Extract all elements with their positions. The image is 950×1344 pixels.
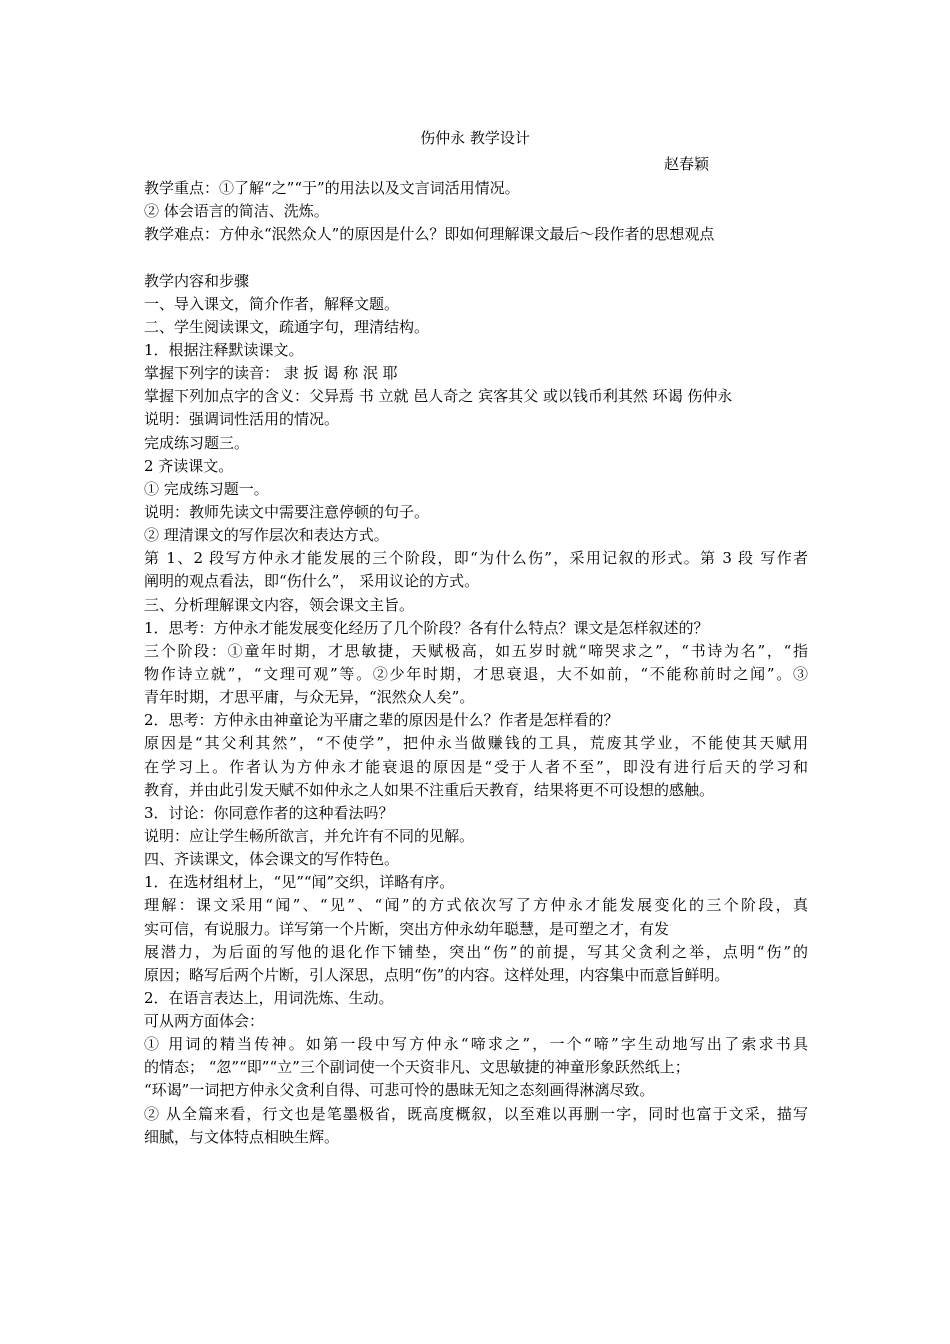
paragraph-line: 教学难点：方仲永“泯然众人”的原因是什么？即如何理解课文最后～段作者的思想观点 [144,225,715,244]
paragraph-line: ② 理清课文的写作层次和表达方式。 [144,526,389,545]
paragraph-line: 1．思考：方仲永才能发展变化经历了几个阶段？各有什么特点？课文是怎样叙述的？ [144,618,709,637]
paragraph-line: 原因是“其父利其然”，“不使学”，把仲永当做赚钱的工具，荒废其学业，不能使其天赋用 [144,734,808,753]
paragraph-line: 实可信，有说服力。详写第一个片断，突出方仲永幼年聪慧，是可塑之才，有发 [144,919,670,938]
paragraph-line: 1．根据注释默读课文。 [144,340,304,359]
paragraph-line: 教学重点：①了解“之”“于”的用法以及文言词活用情况。 [144,179,520,197]
section-heading: 教学内容和步骤 [144,271,250,290]
paragraph-line: 展潜力，为后面的写他的退化作下铺垫，突出“伤”的前提，写其父贪利之举，点明“伤”的 [144,942,808,961]
paragraph-line: 四、齐读课文，体会课文的写作特色。 [144,850,400,869]
paragraph-line: 一、导入课文，简介作者，解释文题。 [144,294,400,313]
paragraph-line: 三、分析理解课文内容，领会课文主旨。 [144,595,415,614]
paragraph-line: 3．讨论：你同意作者的这种看法吗？ [144,803,394,822]
paragraph-line: 完成练习题三。 [144,433,250,452]
paragraph-line: 掌握下列加点字的含义：父异焉 书 立就 邑人奇之 宾客其父 或以钱币利其然 环谒 伤仲永 [144,387,733,406]
blank-line [144,246,808,269]
paragraph-line: 掌握下列字的读音： 隶 扳 谒 称 泯 耶 [144,364,398,383]
paragraph-line: 的情态； “忽”“即”“立”三个副词使一个天资非凡、文思敏捷的神童形象跃然纸上； [144,1058,690,1077]
document-title: 伤仲永 教学设计 [420,129,530,147]
paragraph-line: 细腻，与文体特点相映生辉。 [144,1127,340,1146]
paragraph-line: ① 完成练习题一。 [144,479,269,498]
paragraph-line: 2 齐读课文。 [144,456,234,475]
paragraph-line: 在学习上。作者认为方仲永才能衰退的原因是“受于人者不至”，即没有进行后天的学习和 [144,757,808,776]
paragraph-line: ② 体会语言的简洁、洗炼。 [144,202,329,221]
paragraph-line: 1．在选材组材上，“见”“闻”交织，详略有序。 [144,873,455,892]
document-author: 赵春颖 [664,155,710,173]
document-body [144,177,808,1149]
paragraph-line: ② 从全篇来看，行文也是笔墨极省，既高度概叙，以至难以再删一字，同时也富于文采，描写 [144,1104,808,1123]
paragraph-line: 2．在语言表达上，用词洗炼、生动。 [144,988,394,1007]
paragraph-line: 教育，并由此引发天赋不如仲永之人如果不注重后天教育，结果将更不可设想的感触。 [144,780,715,799]
paragraph-line: 说明：强调词性活用的情况。 [144,410,340,429]
paragraph-line: 物作诗立就”，“文理可观”等。②少年时期，才思衰退，大不如前，“不能称前时之闻”。③ [144,664,808,683]
paragraph-line: “环谒”一词把方仲永父贪利自得、可悲可怜的愚昧无知之态刻画得淋漓尽致。 [144,1081,655,1100]
paragraph-line: 可从两方面体会： [144,1012,265,1031]
paragraph-line: 阐明的观点看法，即“伤什么”， 采用议论的方式。 [144,572,480,591]
paragraph-line: 原因；略写后两个片断，引人深思，点明“伤”的内容。这样处理，内容集中而意旨鲜明。 [144,965,730,984]
paragraph-line: 理解：课文采用“闻”、“见”、“闻”的方式依次写了方仲永才能发展变化的三个阶段，真 [144,896,808,915]
paragraph-line: 2．思考：方仲永由神童论为平庸之辈的原因是什么？作者是怎样看的？ [144,711,619,730]
paragraph-line: ① 用词的精当传神。如第一段中写方仲永“啼求之”，一个“啼”字生动地写出了索求书具 [144,1035,808,1054]
paragraph-line: 说明：应让学生畅所欲言，并允许有不同的见解。 [144,826,475,845]
paragraph-line: 青年时期，才思平庸，与众无异，“泯然众人矣”。 [144,688,475,707]
paragraph-line: 三个阶段：①童年时期，才思敏捷，天赋极高，如五岁时就“啼哭求之”，“书诗为名”，“指 [144,641,808,660]
paragraph-line: 二、学生阅读课文，疏通字句，理清结构。 [144,317,430,336]
paragraph-line: 说明：教师先读文中需要注意停顿的句子。 [144,502,430,521]
paragraph-line: 第 1、2 段写方仲永才能发展的三个阶段，即“为什么伤”，采用记叙的形式。第 3 段 写作者 [144,549,808,568]
